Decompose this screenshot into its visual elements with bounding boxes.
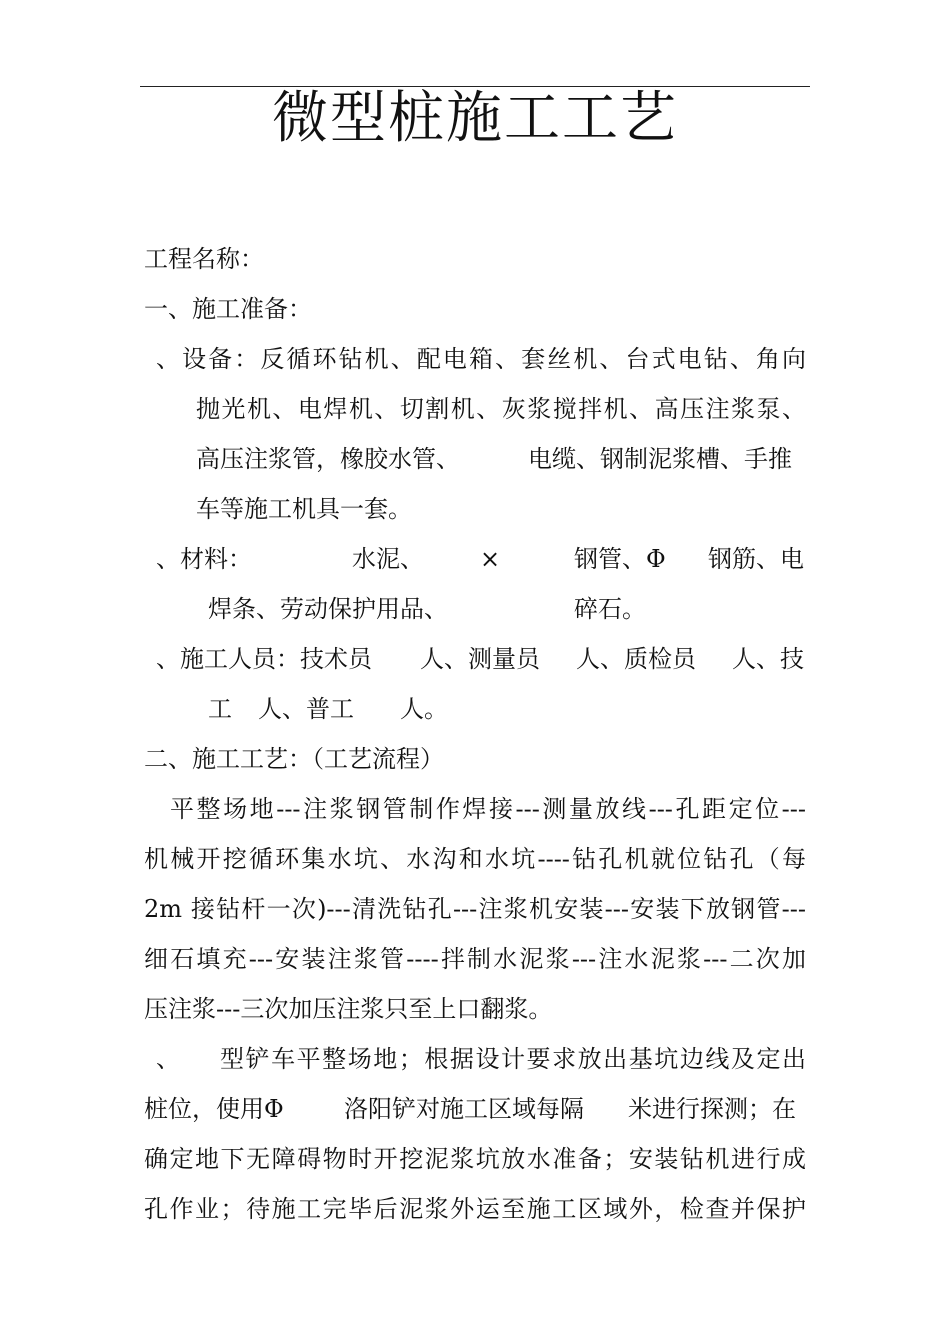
step1-line-2b: 洛阳铲对施工区域每隔 [344, 1095, 584, 1123]
materials-times: × [480, 545, 501, 573]
step1-marker: 、 [156, 1045, 180, 1073]
materials-rebar: 钢筋、电 [708, 545, 804, 573]
document-title: 微型桩施工工艺 [272, 86, 678, 151]
staff-surveyor: 人、测量员 [420, 645, 540, 673]
equipment-line-3b: 电缆、钢制泥浆槽、手推 [528, 445, 792, 473]
flow-line-5: 压注浆---三次加压注浆只至上口翻浆。 [144, 995, 553, 1023]
equipment-line-4: 车等施工机具一套。 [196, 495, 412, 523]
materials-label: 、材料： [156, 545, 252, 573]
step1-line-3: 确定地下无障碍物时开挖泥浆坑放水准备；安装钻机进行成 [144, 1145, 806, 1173]
staff-line-2c: 人。 [400, 695, 448, 723]
staff-skilled: 人、技 [732, 645, 804, 673]
staff-tech: 、施工人员：技术员 [156, 645, 372, 673]
section-1-heading: 一、施工准备： [144, 295, 312, 323]
project-name-label: 工程名称： [144, 245, 264, 273]
materials-line-2a: 焊条、劳动保护用品、 [208, 595, 448, 623]
materials-gravel: 碎石。 [574, 595, 646, 623]
materials-cement: 水泥、 [352, 545, 424, 573]
step1-line-4: 孔作业；待施工完毕后泥浆外运至施工区域外，检查并保护 [144, 1195, 806, 1223]
flow-line-4: 细石填充---安装注浆管----拌制水泥浆---注水泥浆---二次加 [144, 945, 806, 973]
flow-line-1: 平整场地---注浆钢管制作焊接---测量放线---孔距定位--- [170, 795, 806, 823]
flow-line-2: 机械开挖循环集水坑、水沟和水坑----钻孔机就位钻孔（每 [144, 845, 806, 873]
flow-line-3: 2m 接钻杆一次)---清洗钻孔---注浆机安装---安装下放钢管--- [144, 895, 806, 923]
staff-inspector: 人、质检员 [576, 645, 696, 673]
step1-line-1: 型铲车平整场地；根据设计要求放出基坑边线及定出 [220, 1045, 806, 1073]
staff-line-2b: 人、普工 [258, 695, 354, 723]
step1-line-2c: 米进行探测；在 [628, 1095, 796, 1123]
materials-steel-pipe: 钢管、Φ [574, 545, 666, 573]
equipment-line-3a: 高压注浆管，橡胶水管、 [196, 445, 460, 473]
staff-line-2a: 工 [208, 695, 232, 723]
section-2-heading: 二、施工工艺：（工艺流程） [144, 745, 444, 773]
equipment-line-2: 抛光机、电焊机、切割机、灰浆搅拌机、高压注浆泵、 [196, 395, 806, 423]
step1-line-2a: 桩位，使用Φ [144, 1095, 284, 1123]
equipment-line-1: 、设备：反循环钻机、配电箱、套丝机、台式电钻、角向 [156, 345, 806, 373]
